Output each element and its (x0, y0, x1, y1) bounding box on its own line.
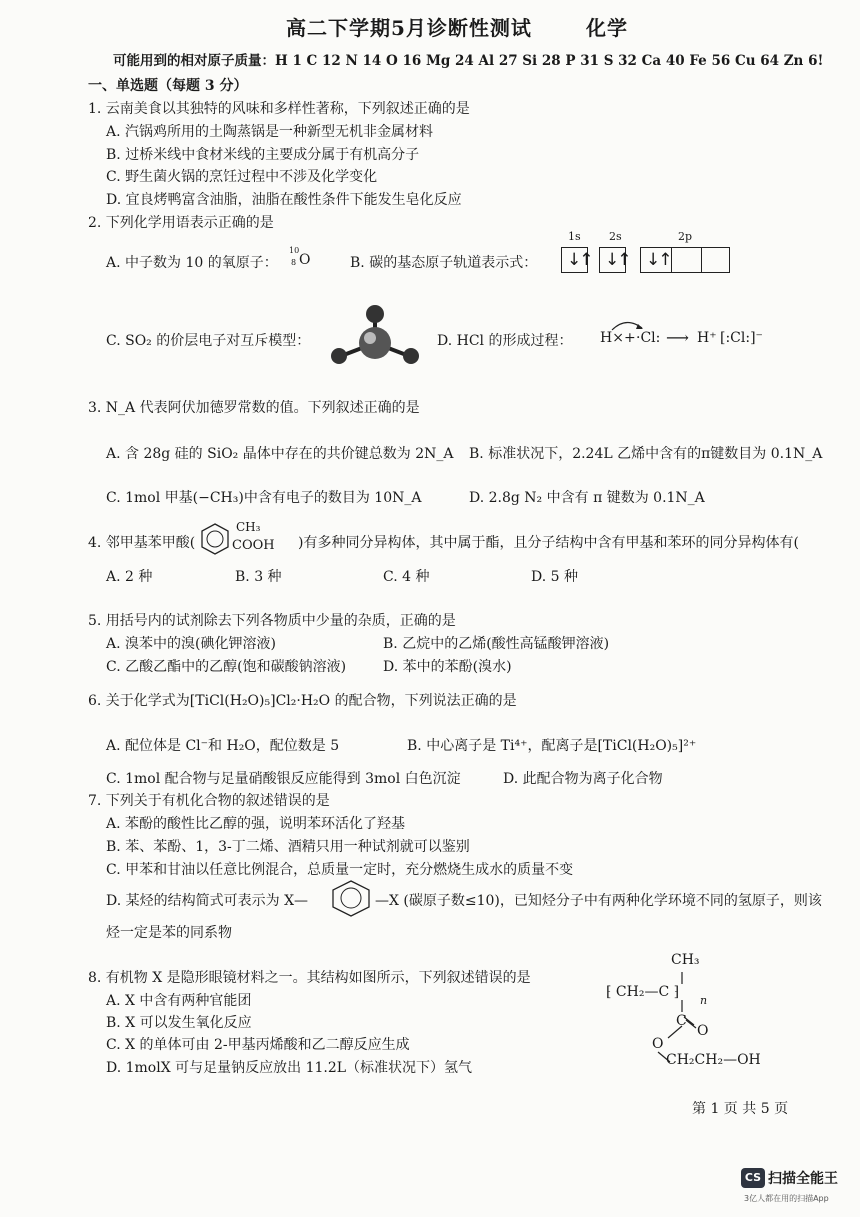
option-c: C. 乙酸乙酯中的乙醇(饱和碳酸钠溶液) (106, 659, 347, 675)
orbital-box-2s: ↓↑ (599, 247, 626, 273)
option-d: D. 此配合物为离子化合物 (503, 771, 663, 787)
question-stem: 5. 用括号内的试剂除去下列各物质中少量的杂质，正确的是 (88, 613, 456, 629)
question-stem: 2. 下列化学用语表示正确的是 (88, 215, 274, 231)
option-d-end: —X (碳原子数≤10)，已知烃分子中有两种化学环境不同的氢原子，则该 (375, 893, 822, 909)
option-d: D. 5 种 (531, 569, 578, 585)
option-b: B. 标准状况下，2.24L 乙烯中含有的π键数目为 0.1N_A (469, 446, 823, 462)
structure-n: n (700, 994, 708, 1007)
question-stem: 7. 下列关于有机化合物的叙述错误的是 (88, 793, 330, 809)
scanner-logo-icon: CS (741, 1168, 765, 1188)
scanner-app-name: 扫描全能王 (768, 1171, 838, 1187)
option-c: C. 1mol 甲基(−CH₃)中含有电子的数目为 10N_A (106, 490, 422, 506)
mass-number: 10 (289, 246, 300, 255)
orbital-label-2s: 2s (609, 230, 622, 243)
option-b: B. 苯、苯酚、1，3-丁二烯、酒精只用一种试剂就可以鉴别 (106, 839, 470, 855)
benzene-ring-icon (200, 522, 230, 556)
option-d: D. HCl 的形成过程： (437, 333, 573, 349)
option-a: A. 含 28g 硅的 SiO₂ 晶体中存在的共价键总数为 2N_A (106, 446, 454, 462)
structure-methyl: CH₃ (671, 952, 700, 968)
section-heading: 一、单选题（每题 3 分） (88, 78, 248, 94)
page-number: 第 1 页 共 5 页 (692, 1101, 789, 1117)
scanner-app-tagline: 3亿人都在用的扫描App (744, 1194, 829, 1203)
exam-subject: 化学 (586, 16, 628, 40)
option-a: A. 中子数为 10 的氧原子： (106, 255, 278, 271)
atomic-mass-line: 可能用到的相对原子质量：H 1 C 12 N 14 O 16 Mg 24 Al 27 Si 28 P 31 S 32 Ca 40 Fe 56 Cu 64 Zn 6! (113, 53, 824, 69)
h-ion: H⁺ (697, 330, 717, 346)
oxygen-symbol: O (299, 252, 311, 268)
question-stem-start: 4. 邻甲基苯甲酸( (88, 535, 196, 551)
option-c: C. 4 种 (383, 569, 430, 585)
option-d: D. 1molX 可与足量钠反应放出 11.2L（标准状况下）氢气 (106, 1060, 473, 1076)
option-a: A. 汽锅鸡所用的土陶蒸锅是一种新型无机非金属材料 (106, 124, 434, 140)
option-c: C. X 的单体可由 2-甲基丙烯酸和乙二醇反应生成 (106, 1037, 410, 1053)
question-stem: 1. 云南美食以其独特的风味和多样性著称，下列叙述正确的是 (88, 101, 470, 117)
cl-atom: ·Cl: (636, 330, 661, 346)
option-d: D. 苯中的苯酚(溴水) (383, 659, 512, 675)
option-c: C. 1mol 配合物与足量硝酸银反应能得到 3mol 白色沉淀 (106, 771, 461, 787)
orbital-box-1s: ↓↑ (561, 247, 588, 273)
structure-carbonyl-o: O (697, 1023, 709, 1039)
question-stem-end: )有多种同分异构体，其中属于酯，且分子结构中含有甲基和苯环的同分异构体有( (298, 535, 799, 551)
option-b: B. 中心离子是 Ti⁴⁺，配离子是[TiCl(H₂O)₅]²⁺ (407, 738, 697, 754)
carboxyl-label: COOH (232, 538, 275, 553)
question-stem: 8. 有机物 X 是隐形眼镜材料之一。其结构如图所示，下列叙述错误的是 (88, 970, 531, 986)
option-d-continued: 烃一定是苯的同系物 (106, 925, 232, 941)
option-a: A. 2 种 (106, 569, 153, 585)
structure-carbonyl-c: C (676, 1013, 687, 1029)
option-c: C. SO₂ 的价层电子对互斥模型： (106, 333, 311, 349)
option-a: A. 苯酚的酸性比乙醇的强，说明苯环活化了羟基 (106, 816, 406, 832)
methyl-label: CH₃ (236, 520, 261, 534)
cl-ion: [:Cl:]⁻ (720, 330, 763, 346)
h-atom: H× (600, 330, 624, 346)
option-a: A. 溴苯中的溴(碘化钾溶液) (106, 636, 276, 652)
atomic-number: 8 (291, 258, 297, 267)
plus-sign: + (624, 330, 636, 346)
question-stem: 6. 关于化学式为[TiCl(H₂O)₅]Cl₂·H₂O 的配合物，下列说法正确的是 (88, 693, 517, 709)
option-a: A. X 中含有两种官能团 (106, 993, 252, 1009)
option-d: D. 2.8g N₂ 中含有 π 键数为 0.1N_A (469, 490, 705, 506)
structure-chain: ⁅ CH₂—C ⁆ (606, 984, 680, 1000)
option-a: A. 配位体是 Cl⁻和 H₂O，配位数是 5 (106, 738, 340, 754)
option-b: B. 过桥米线中食材米线的主要成分属于有机高分子 (106, 147, 420, 163)
option-b: B. 3 种 (235, 569, 282, 585)
reaction-arrow: ⟶ (666, 328, 689, 347)
benzene-ring-icon (328, 878, 374, 918)
electron-transfer-arrow-icon (608, 318, 648, 332)
vsepr-model-image (325, 298, 425, 378)
option-c: C. 甲苯和甘油以任意比例混合，总质量一定时，充分燃烧生成水的质量不变 (106, 862, 574, 878)
orbital-label-1s: 1s (568, 230, 581, 243)
option-b: B. 乙烷中的乙烯(酸性高锰酸钾溶液) (383, 636, 610, 652)
option-c: C. 野生菌火锅的烹饪过程中不涉及化学变化 (106, 169, 378, 185)
exam-title: 高二下学期5月诊断性测试 (286, 16, 532, 40)
question-stem: 3. N_A 代表阿伏加德罗常数的值。下列叙述正确的是 (88, 400, 420, 416)
option-d: D. 宜良烤鸭富含油脂，油脂在酸性条件下能发生皂化反应 (106, 192, 462, 208)
option-b: B. X 可以发生氧化反应 (106, 1015, 252, 1031)
orbital-label-2p: 2p (678, 230, 693, 243)
option-d-start: D. 某烃的结构简式可表示为 X— (106, 893, 309, 909)
option-b: B. 碳的基态原子轨道表示式： (350, 255, 538, 271)
structure-ester-o: O (652, 1036, 664, 1052)
structure-tail: CH₂CH₂—OH (666, 1052, 761, 1068)
orbital-box-2p: ↓↑ (640, 247, 730, 273)
